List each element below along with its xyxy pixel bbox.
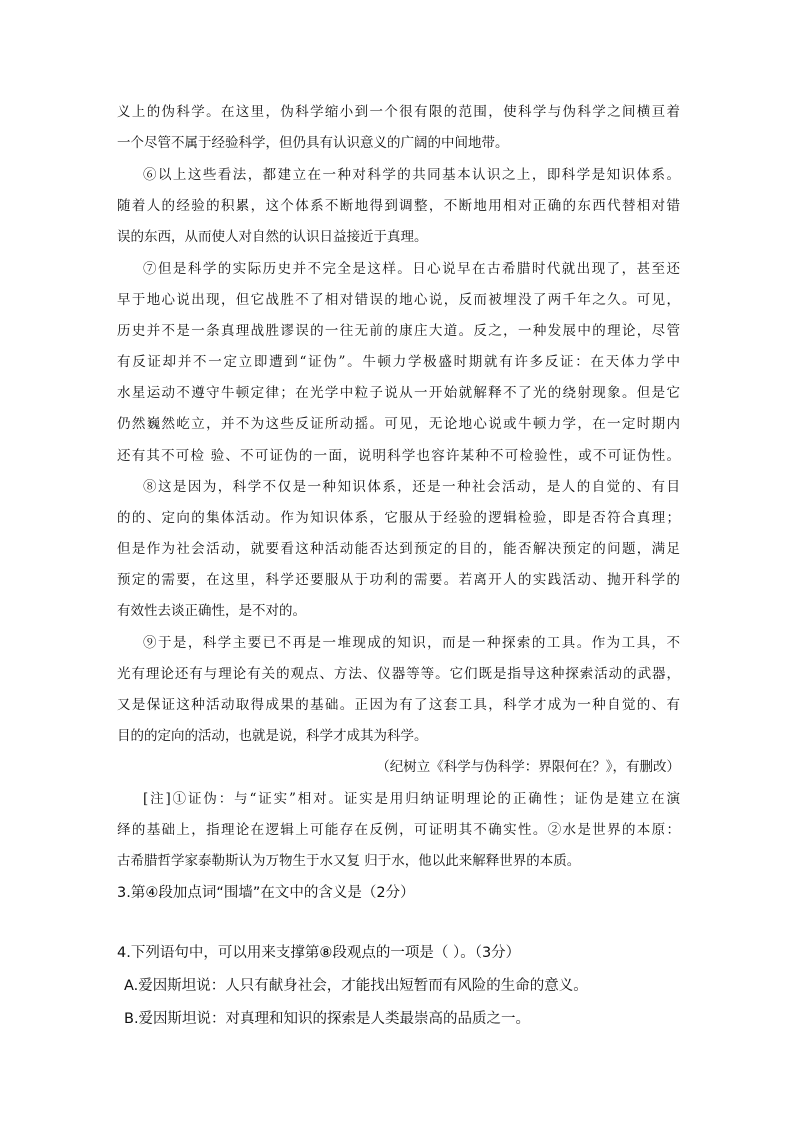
- passage-line: 光有理论还有与理论有关的观点、方法、仪器等等。它们既是指导这种探索活动的武器，: [117, 666, 680, 682]
- passage-line: 还有其不可检 验、不可证伪的一面，说明科学也容许某种不可检验性，或不可证伪性。: [117, 448, 680, 464]
- passage-line: ⑧这是因为，科学不仅是一种知识体系，还是一种社会活动，是人的自觉的、有目: [143, 479, 680, 495]
- passage-source: （纪树立《科学与伪科学：界限何在？》，有删改）: [376, 759, 680, 775]
- passage-line: ⑦但是科学的实际历史并不完全是这样。日心说早在古希腊时代就出现了，甚至还: [143, 261, 680, 277]
- passage-line: 的的、定向的集体活动。作为知识体系，它服从于经验的逻辑检验，即是否符合真理；: [117, 510, 680, 526]
- passage-line: 误的东西，从而使人对自然的认识日益接近于真理。: [117, 229, 428, 245]
- note-line: [注]①证伪：与“证实”相对。证实是用归纳证明理论的正确性；证伪是建立在演: [143, 791, 680, 807]
- passage-line: 一个尽管不属于经验科学，但仍具有认识意义的广阔的中间地带。: [117, 135, 509, 151]
- passage-line: 义上的伪科学。在这里，伪科学缩小到一个很有限的范围，使科学与伪科学之间横亘着: [117, 104, 680, 120]
- note-line: 绎的基础上，指理论在逻辑上可能存在反例，可证明其不确实性。②水是世界的本原：: [117, 822, 680, 838]
- passage-line: 目的的定向的活动，也就是说，科学才成其为科学。: [117, 728, 428, 744]
- passage-line: 有反证却并不一定立即遭到“证伪”。牛顿力学极盛时期就有许多反证：在天体力学中: [117, 354, 680, 370]
- passage-line: 但是作为社会活动，就要看这种活动能否达到预定的目的，能否解决预定的问题，满足: [117, 541, 680, 557]
- passage-line: 水星运动不遵守牛顿定律；在光学中粒子说从一开始就解释不了光的绕射现象。但是它: [117, 385, 680, 401]
- passage-line: ⑥以上这些看法，都建立在一种对科学的共同基本认识之上，即科学是知识体系。: [143, 167, 680, 183]
- question-4-option-b: B.爱因斯坦说：对真理和知识的探索是人类最崇高的品质之一。: [124, 1011, 531, 1027]
- passage-line: 预定的需要，在这里，科学还要服从于功利的需要。若离开人的实践活动、抛开科学的: [117, 572, 680, 588]
- question-4: 4.下列语句中，可以用来支撑第⑧段观点的一项是（ ）。（3分）: [117, 945, 521, 961]
- question-3: 3.第④段加点词“围墙”在文中的含义是（2分）: [117, 885, 415, 901]
- passage-line: 早于地心说出现，但它战胜不了相对错误的地心说，反而被埋没了两千年之久。可见，: [117, 292, 680, 308]
- passage-line: 随着人的经验的积累，这个体系不断地得到调整，不断地用相对正确的东西代替相对错: [117, 198, 680, 214]
- passage-line: 有效性去谈正确性，是不对的。: [117, 603, 306, 619]
- passage-line: 又是保证这种活动取得成果的基础。正因为有了这套工具，科学才成为一种自觉的、有: [117, 697, 680, 713]
- passage-line: 仍然巍然屹立，并不为这些反证所动摇。可见，无论地心说或牛顿力学，在一定时期内: [117, 416, 680, 432]
- note-line: 古希腊哲学家泰勒斯认为万物生于水又复 归于水，他以此来解释世界的本质。: [117, 853, 581, 869]
- passage-line: ⑨于是，科学主要已不再是一堆现成的知识，而是一种探索的工具。作为工具，不: [143, 635, 680, 651]
- passage-line: 历史并不是一条真理战胜谬误的一往无前的康庄大道。反之，一种发展中的理论，尽管: [117, 323, 680, 339]
- question-4-option-a: A.爱因斯坦说：人只有献身社会，才能找出短暂而有风险的生命的意义。: [124, 978, 588, 994]
